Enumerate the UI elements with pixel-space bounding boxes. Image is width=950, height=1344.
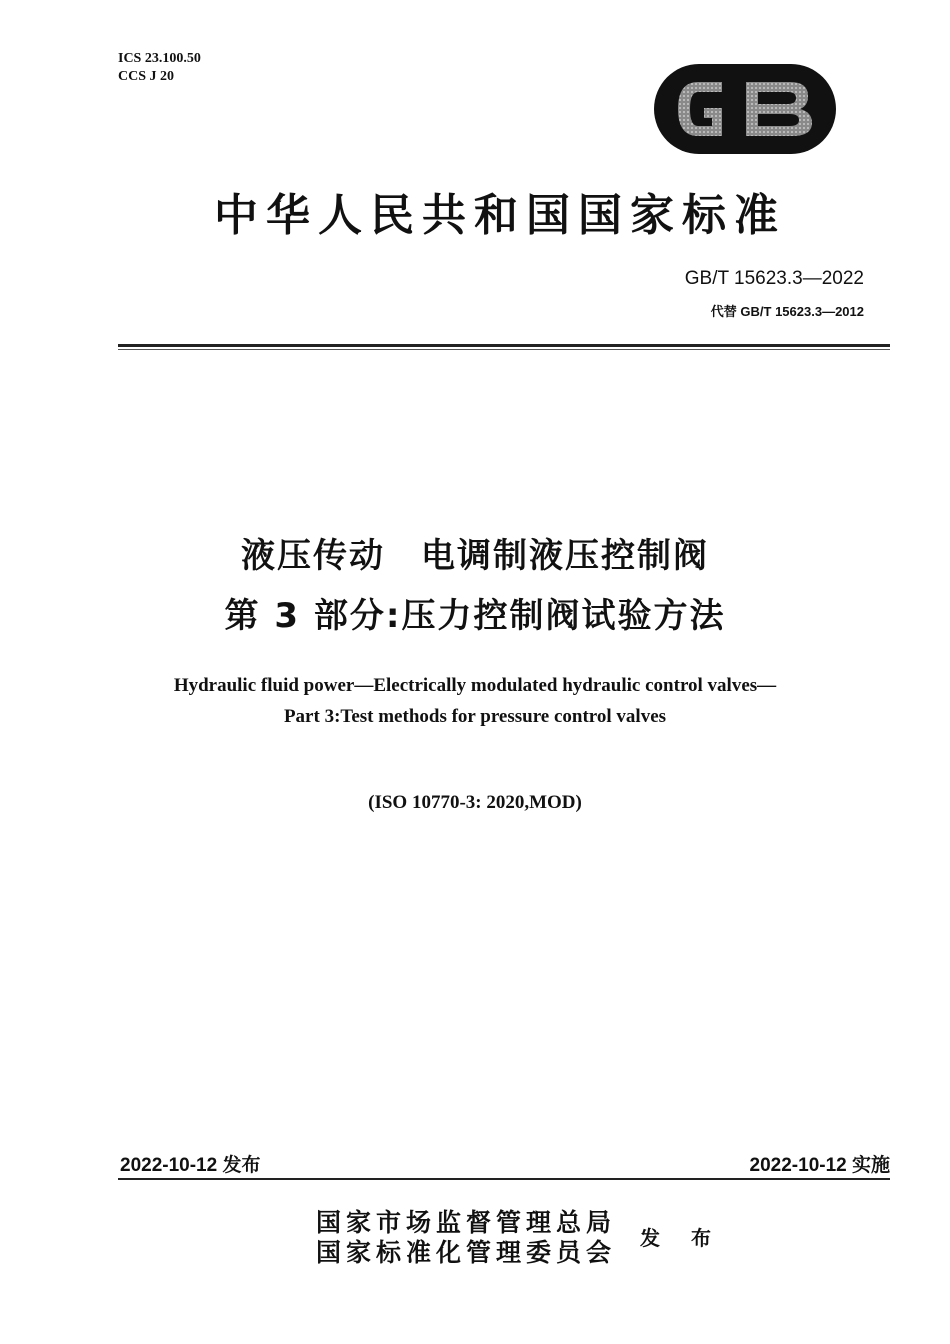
publish-label: 发 布 (640, 1226, 723, 1250)
ics-code: ICS 23.100.50 (118, 51, 201, 66)
issue-date: 2022-10-12 发布 (120, 1155, 261, 1176)
title-cn-line2: 第 3 部分:压力控制阀试验方法 (224, 596, 726, 636)
gb-logo (650, 62, 840, 156)
classification-codes (118, 50, 201, 86)
ccs-code: CCS J 20 (118, 69, 175, 84)
header-divider-thin (118, 349, 890, 350)
standard-number: GB/T 15623.3—2022 (684, 268, 864, 289)
issuing-authorities (316, 1208, 616, 1268)
footer-divider (118, 1178, 890, 1180)
issuer-sac: 国家标准化管理委员会 (316, 1238, 617, 1267)
implementation-date: 2022-10-12 实施 (749, 1155, 890, 1176)
title-cn-line1: 液压传动 电调制液压控制阀 (241, 536, 709, 576)
national-standard-title: 中华人民共和国国家标准 (214, 190, 786, 241)
iso-reference: (ISO 10770-3: 2020,MOD) (368, 792, 582, 813)
title-en-line1: Hydraulic fluid power—Electrically modulated hydraulic control valves— (173, 675, 777, 696)
issuer-samr: 国家市场监督管理总局 (316, 1208, 617, 1237)
title-en-line2: Part 3:Test methods for pressure control valves (283, 706, 667, 727)
header-divider (118, 344, 890, 347)
replaces-standard: 代替 GB/T 15623.3—2012 (710, 304, 864, 319)
